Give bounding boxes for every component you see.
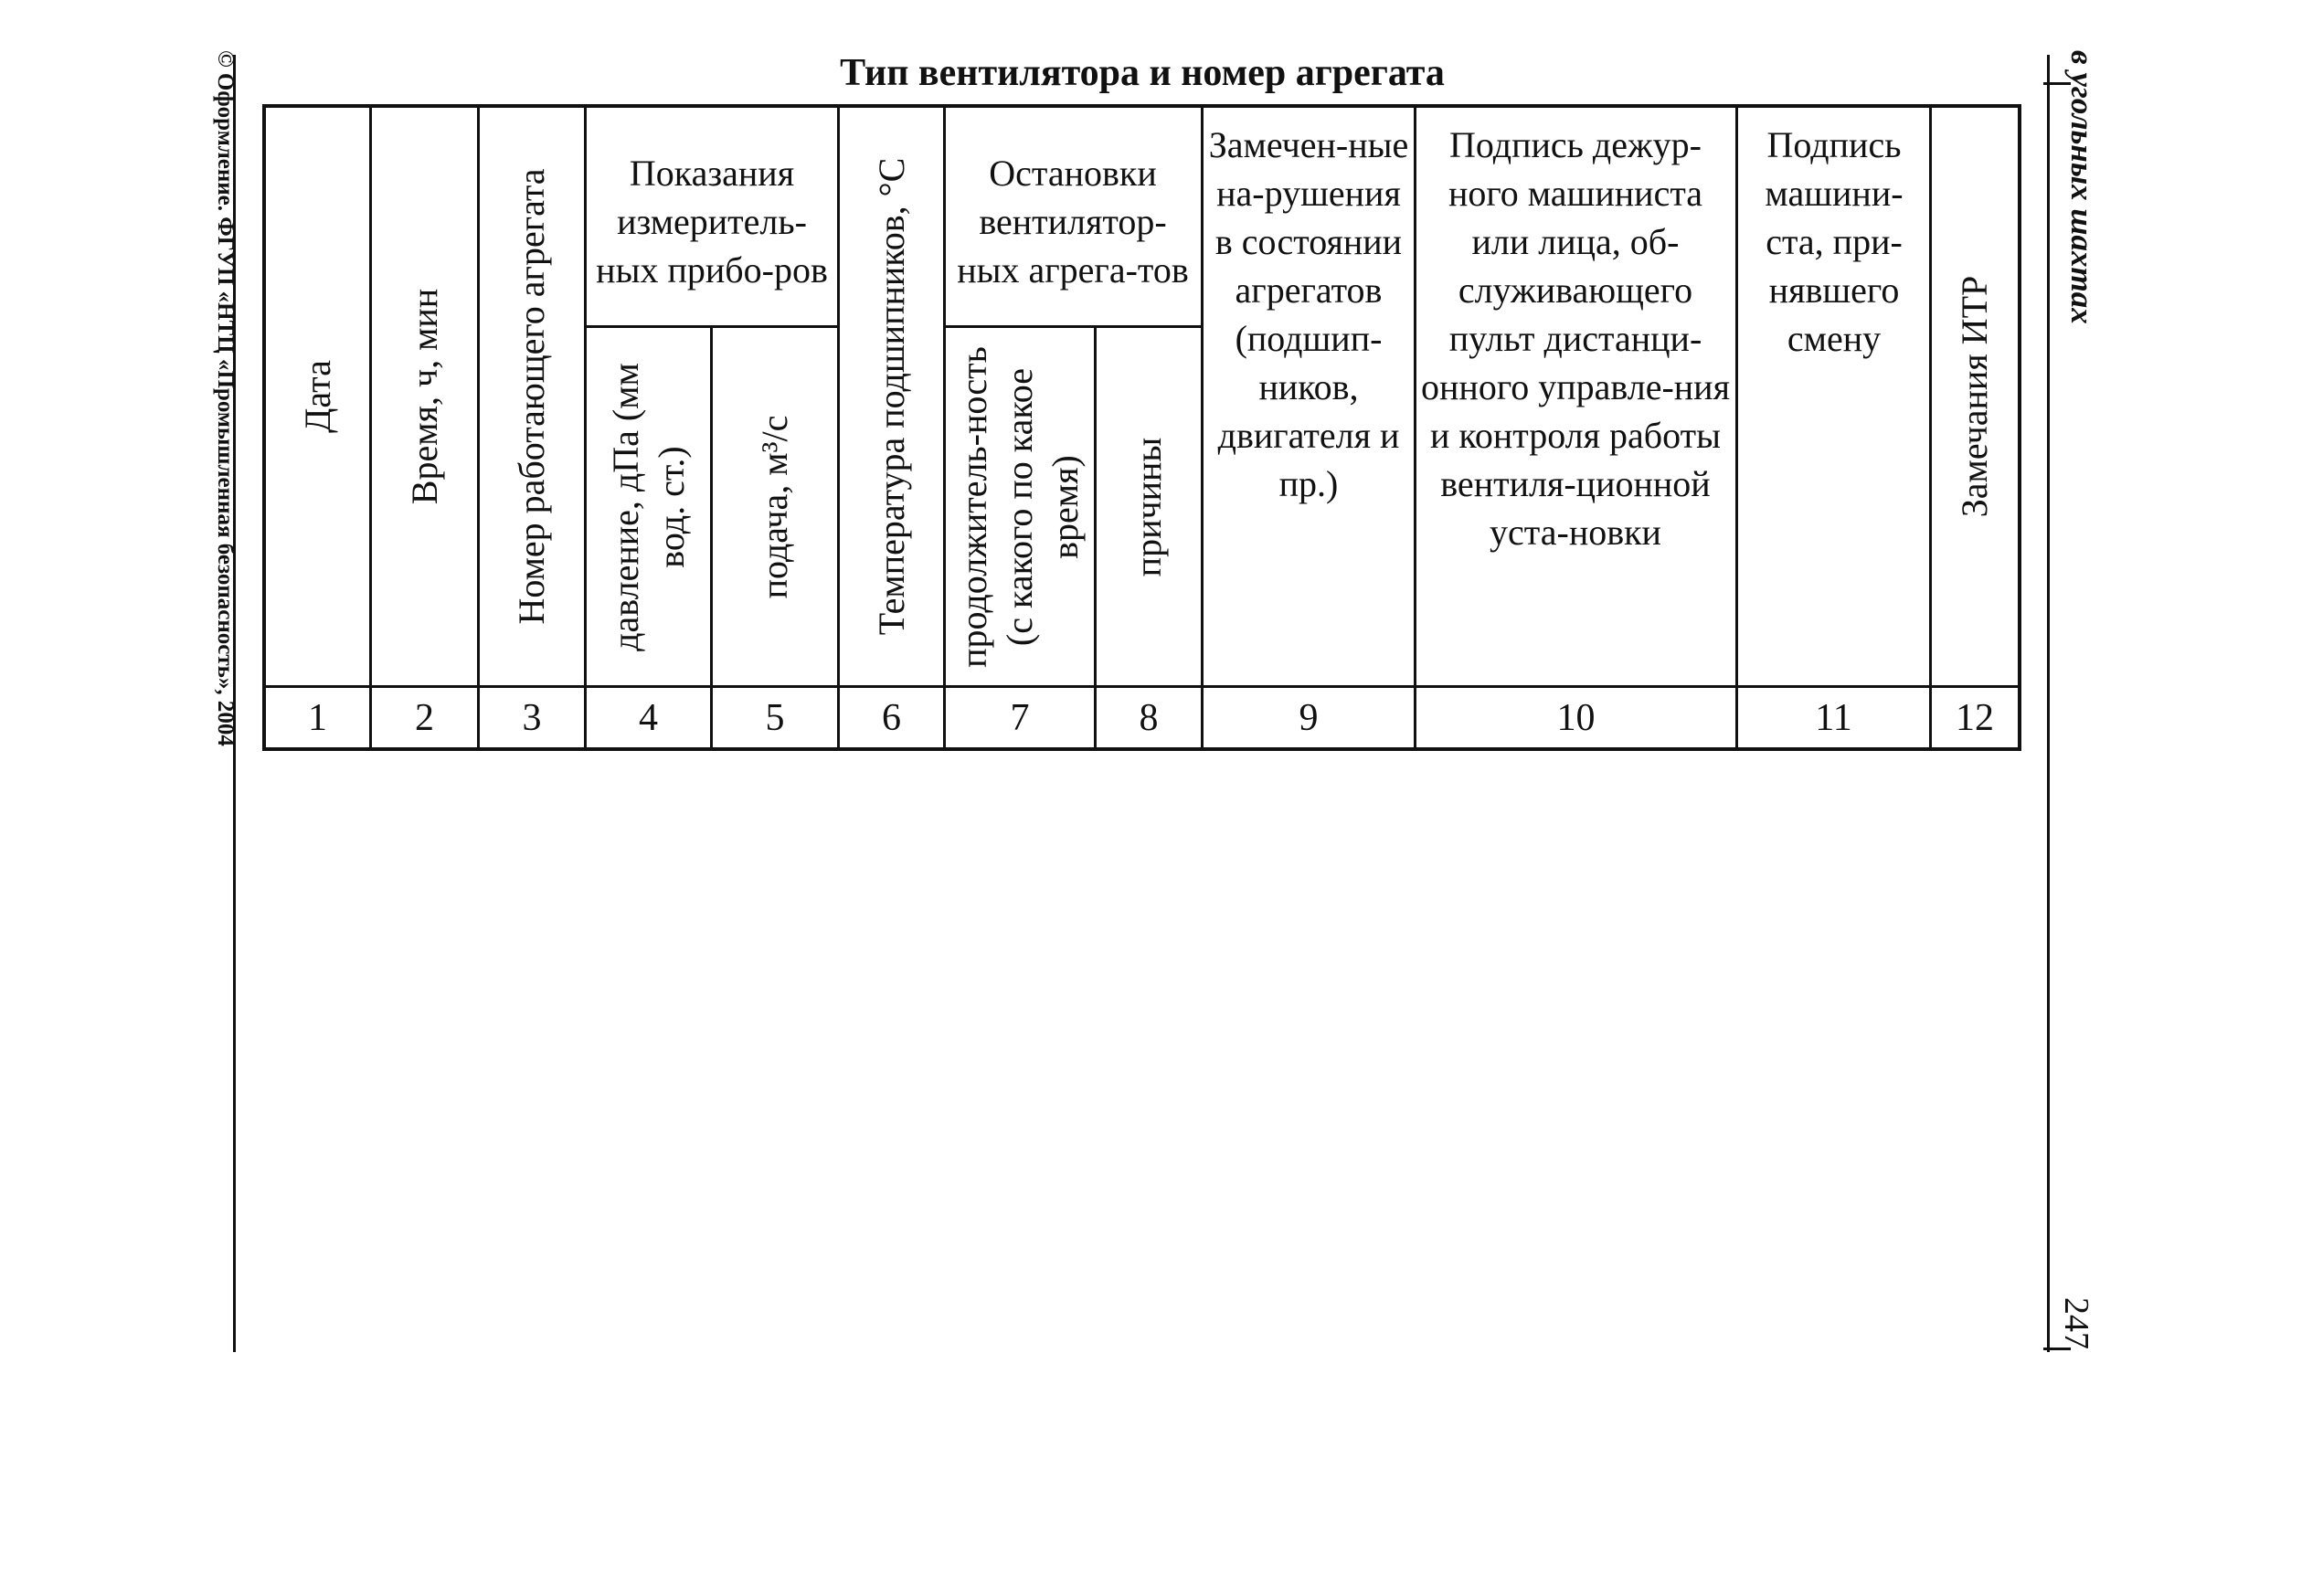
copyright-text: © Оформление. ФГУП «НТЦ «Промышленная безопасность», 2004 [213,50,238,746]
header-stops: Остановки вентилятор-ных агрега-тов [957,152,1189,291]
header-operator-signature: Подпись дежур-ного машиниста или лица, об-служивающего пульт дистанци-онного управле-ния и контроля работы вентиля-ционной уста-новки [1421,124,1730,553]
table-title: Тип вентилятора и номер агрегата [840,52,1445,94]
header-itr-remarks: Замечания ИТР [1954,275,1995,518]
column-number-1: 1 [308,696,327,739]
column-number-11: 11 [1815,696,1852,739]
header-bearing-temp: Температура подшипников, °С [870,157,912,636]
header-date: Дата [296,360,338,433]
header-stop-reasons: причины [1128,437,1169,576]
section-running-title: в угольных шахтах [2064,50,2100,324]
column-number-8: 8 [1139,696,1159,739]
column-number-5: 5 [765,696,785,739]
column-number-4: 4 [639,696,658,739]
log-table [262,104,2021,751]
header-accepting-signature: Подпись машини-ста, при-нявшего смену [1765,124,1904,359]
page-number: 247 [2057,1297,2095,1349]
header-stop-duration: продолжитель-ность (с какого по какое время) [953,345,1086,668]
header-pressure: давление, дПа (мм вод. ст.) [604,362,692,651]
column-number-12: 12 [1956,696,1994,739]
header-violations: Замечен-ные на-рушения в состоянии агрегатов (подшип-ников, двигателя и пр.) [1208,124,1409,504]
header-flow: подача, м³/с [754,415,795,598]
left-running-head [210,50,265,854]
column-number-2: 2 [415,696,434,739]
header-unit-number: Номер работающего агрегата [511,168,552,625]
header-instruments: Показания измеритель-ных прибо-ров [596,152,828,291]
column-number-6: 6 [882,696,901,739]
column-number-7: 7 [1010,696,1030,739]
right-margin-rule [2047,55,2050,1352]
header-time: Время, ч, мин [403,288,445,505]
column-number-9: 9 [1299,696,1319,739]
right-running-head [2056,50,2111,397]
column-number-10: 10 [1556,696,1596,739]
column-number-3: 3 [522,696,542,739]
